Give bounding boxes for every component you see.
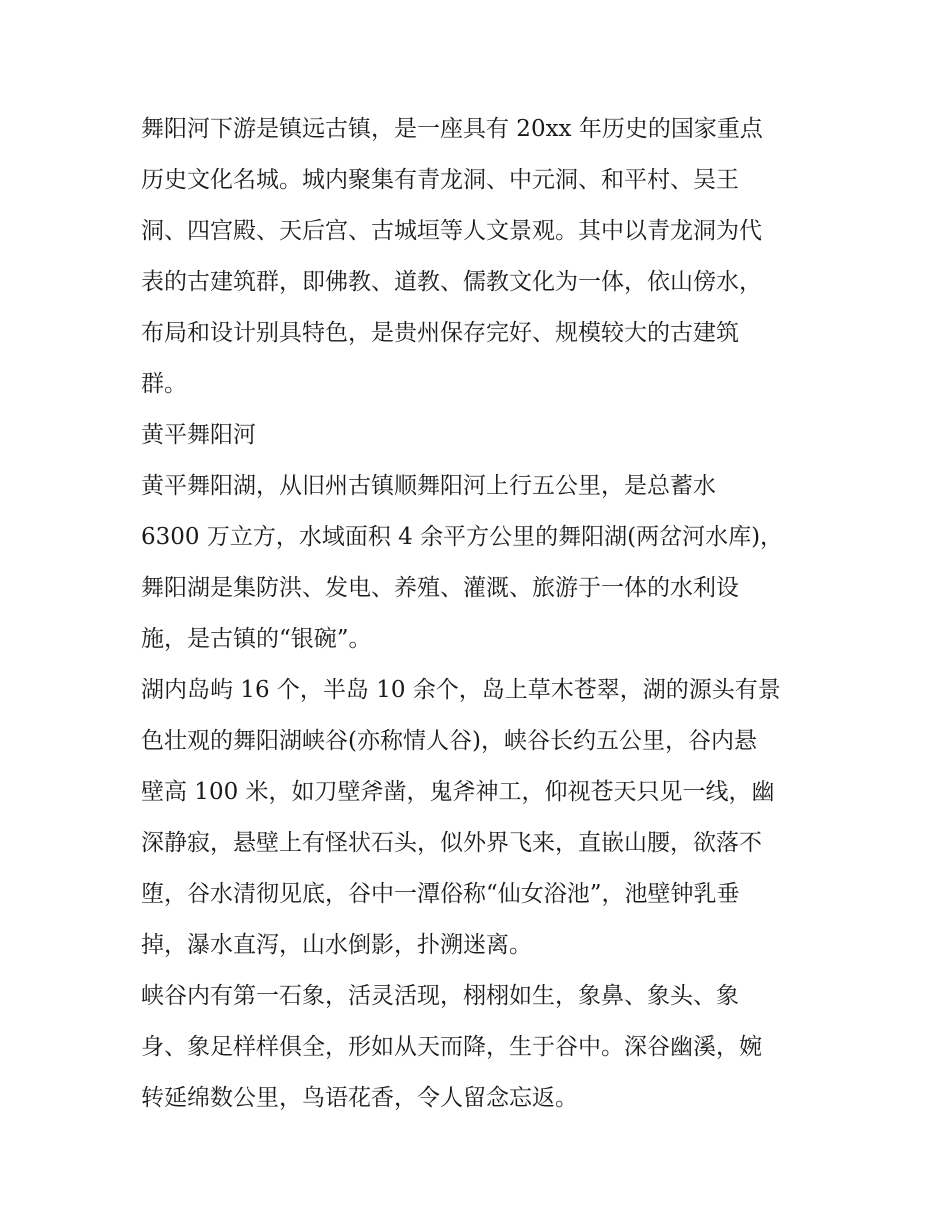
text-line: 掉，瀑水直泻，山水倒影，扑溯迷离。 xyxy=(141,932,532,958)
text-line: 身、象足样样俱全，形如从天而降，生于谷中。深谷幽溪，婉 xyxy=(141,1034,762,1060)
text-line: 洞、四宫殿、天后宫、古城垣等人文景观。其中以青龙洞为代 xyxy=(141,218,762,244)
text-line: 群。 xyxy=(141,371,187,397)
text-line: 历史文化名城。城内聚集有青龙洞、中元洞、和平村、吴王 xyxy=(141,167,739,193)
text-line: 布局和设计别具特色，是贵州保存完好、规模较大的古建筑 xyxy=(141,320,739,346)
text-line: 色壮观的舞阳湖峡谷(亦称情人谷)，峡谷长约五公里，谷内悬 xyxy=(141,728,757,754)
text-line: 湖内岛屿 16 个，半岛 10 余个，岛上草木苍翠，湖的源头有景 xyxy=(141,677,781,703)
body-text xyxy=(141,104,821,1124)
text-line: 表的古建筑群，即佛教、道教、儒教文化为一体，依山傍水， xyxy=(141,269,762,295)
text-line: 壁高 100 米，如刀壁斧凿，鬼斧神工，仰视苍天只见一线，幽 xyxy=(141,779,775,805)
text-line: 舞阳河下游是镇远古镇，是一座具有 20xx 年历史的国家重点 xyxy=(141,116,763,142)
text-line: 6300 万立方，水域面积 4 余平方公里的舞阳湖(两岔河水库)， xyxy=(141,524,784,550)
text-line: 黄平舞阳湖，从旧州古镇顺舞阳河上行五公里，是总蓄水 xyxy=(141,473,716,499)
section-heading: 黄平舞阳河 xyxy=(141,422,256,448)
text-line: 堕，谷水清彻见底，谷中一潭俗称“仙女浴池”，池壁钟乳垂 xyxy=(141,881,740,907)
text-line: 转延绵数公里，鸟语花香，令人留念忘返。 xyxy=(141,1085,578,1111)
text-line: 峡谷内有第一石象，活灵活现，栩栩如生，象鼻、象头、象 xyxy=(141,983,739,1009)
text-line: 舞阳湖是集防洪、发电、养殖、灌溉、旅游于一体的水利设 xyxy=(141,575,739,601)
text-line: 施，是古镇的“银碗”。 xyxy=(141,626,372,652)
text-line: 深静寂，悬壁上有怪状石头，似外界飞来，直嵌山腰，欲落不 xyxy=(141,830,762,856)
